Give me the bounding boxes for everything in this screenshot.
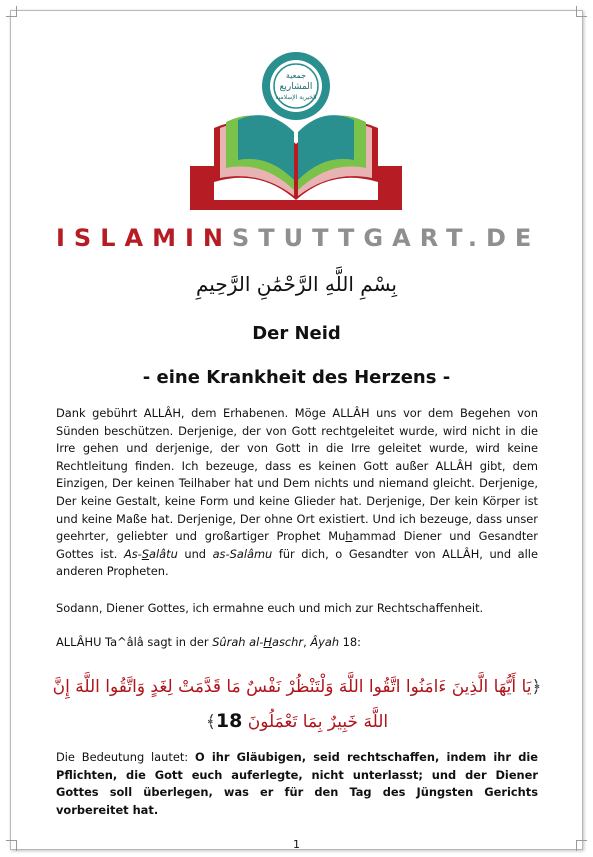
svg-text:الخيرية الإسلامية: الخيرية الإسلامية — [275, 94, 317, 101]
svg-text:جمعية: جمعية — [285, 71, 307, 80]
quote-intro-paragraph: ALLÂHU Ta^âlâ sagt in der Sûrah al-Haschr, Âyah 18: — [56, 635, 362, 649]
intro-paragraph — [56, 405, 538, 581]
seal-icon — [262, 52, 330, 120]
ayah-label: Âyah — [310, 635, 340, 649]
svg-text:المشاريع: المشاريع — [279, 82, 313, 92]
logo — [0, 48, 593, 248]
document-subtitle: - eine Krankheit des Herzens - — [142, 367, 451, 388]
book-logo-icon — [180, 48, 412, 218]
salatu-term: As-Salâtu — [123, 546, 178, 561]
meaning-lead: Die Bedeutung lautet: — [56, 750, 195, 764]
wordmark-red-part: ISLAMIN — [56, 224, 232, 252]
quran-text: يَا أَيُّهَا الَّذِينَ ءَامَنُوا اتَّقُوا اللَّهَ وَلْتَنْظُرْ نَفْسٌ مَا قَدَّمَتْ لِغَدٍ وَاتَّقُوا اللَّهَ إِنَّ اللَّهَ خَبِيرٌ بِمَا تَعْمَلُونَ — [52, 677, 532, 732]
crop-mark-top-left — [6, 6, 17, 17]
intro-name-underlined: h — [345, 529, 353, 544]
salamu-term: as-Salâmu — [212, 546, 273, 561]
admonition-paragraph: Sodann, Diener Gottes, ich ermahne euch und mich zur Rechtschaffenheit. — [56, 601, 484, 615]
surah-name: Sûrah al-Haschr — [212, 635, 304, 649]
page-number: 1 — [293, 838, 300, 851]
intro-tail: für dich, o Gesandter von ALLÂH, und alle anderen Propheten. — [56, 546, 538, 579]
quran-open-bracket: ﴿ — [531, 677, 542, 697]
crop-mark-top-right — [576, 6, 587, 17]
quran-close-bracket: ﴾ — [205, 712, 216, 732]
ayah-number: 18 — [215, 710, 243, 732]
wordmark-grey-part: STUTTGART.DE — [231, 224, 541, 252]
basmala: بِسْمِ اللَّهِ الرَّحْمَٰنِ الرَّحِيمِ — [195, 272, 397, 296]
quran-verse — [52, 670, 542, 739]
intro-text-cont: ammad Diener und Gesandter Gottes ist. — [56, 529, 538, 561]
intro-conj: und — [177, 546, 213, 561]
website-wordmark — [56, 224, 541, 252]
intro-text: Dank gebührt ALLÂH, dem Erhabenen. Möge ALLÂH uns vor dem Begehen von Sünden beschützen. Derjenige, der von Gott rechtgeleitet wurde, wird nicht in die Irre gehen und derjenige, der von Gott in die Irre geleitet wurde, wird keine Rechtleitung finden. Ich bezeuge, dass es keinen Gott außer ALLÂH gibt, dem Einzigen, Der keinen Teilhaber hat und Dem nichts und niemand gleicht. Derjenige, Der keine Gestalt, keine Form und keine Glieder hat. Derjenige, Der kein Körper ist und keine Maße hat. Derjenige, Der ohne Ort existiert. Und ich bezeuge, dass unser geehrter, geliebter und großartiger Prophet Mu — [56, 406, 538, 544]
document-title: Der Neid — [252, 323, 341, 344]
meaning-paragraph — [56, 749, 538, 819]
meaning-bold: O ihr Gläubigen, seid rechtschaffen, indem ihr die Pflichten, die Gott euch auferlegte, nicht unterlasst; und der Diener Gottes soll überlegen, was er für den Tag des Jüngsten Gerichts vorbereitet hat. — [56, 750, 538, 817]
